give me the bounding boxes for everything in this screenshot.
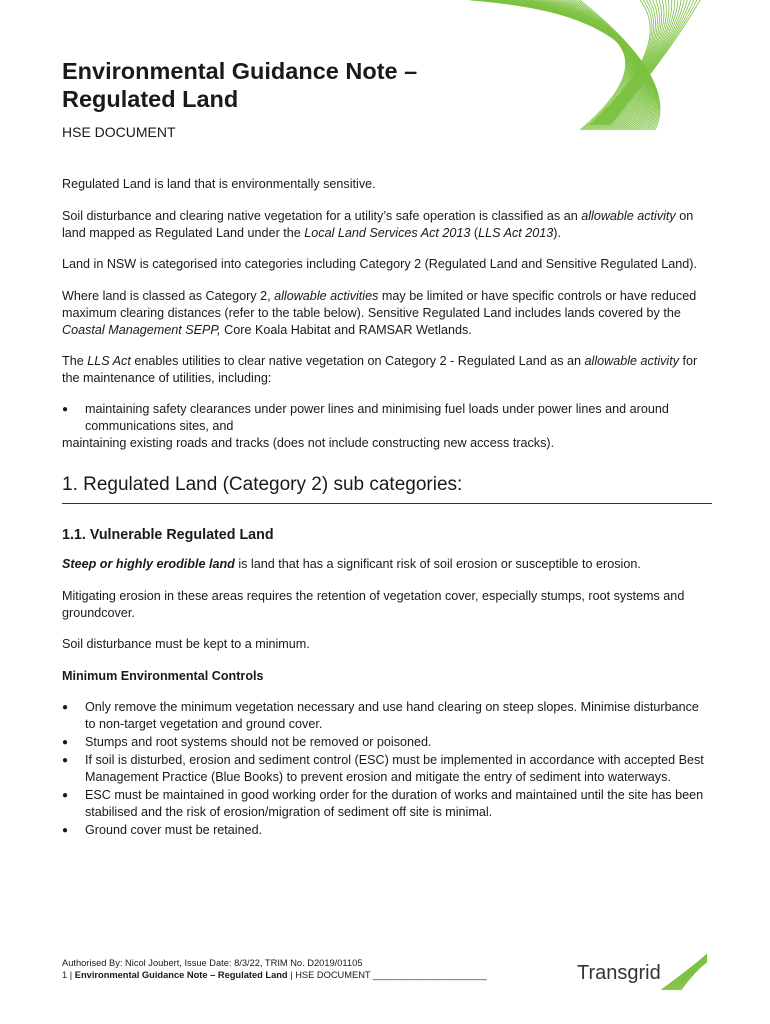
page-number: 1 |: [62, 970, 75, 980]
document-title: [62, 57, 417, 113]
text-run: (: [470, 225, 479, 240]
page-footer: [62, 957, 487, 981]
bullet-dot-icon: ●: [62, 755, 69, 766]
intro-paragraph-4: [62, 288, 712, 339]
intro-paragraph-2: [62, 208, 712, 242]
text-run: enables utilities to clear native vegetation on Category 2 - Regulated Land as an: [130, 354, 585, 368]
text-run: on land mapped as Regulated Land under the: [62, 208, 694, 240]
text-run: The: [62, 354, 88, 368]
subsection-heading: 1.1. Vulnerable Regulated Land: [62, 527, 274, 543]
bullet-dot-icon: ●: [62, 737, 69, 748]
document-body: [62, 176, 712, 840]
text-run: Soil disturbance and clearing native vegetation for a utility’s safe operation is classified as an: [62, 208, 582, 223]
intro-paragraph-1: Regulated Land is land that is environmentally sensitive.: [62, 177, 376, 191]
intro-paragraph-3: Land in NSW is categorised into categories including Category 2 (Regulated Land and Sensitive Regulated Land).: [62, 257, 697, 271]
bullet-dot-icon: ●: [62, 702, 69, 713]
list-item-text: maintaining safety clearances under power lines and minimising fuel loads under power lines and around communications sites, and: [85, 402, 669, 433]
list-item-text: ESC must be maintained in good working order for the duration of works and maintained until the site has been stabilised and the risk of erosion/migration of sediment off site is minimal.: [85, 788, 704, 819]
text-run: may be limited or have specific controls or have reduced maximum clearing distances (refer to the table below). Sensitive Regulated Land includes lands covered by the: [62, 288, 697, 320]
section-paragraph-2: Mitigating erosion in these areas requires the retention of vegetation cover, especially stumps, root systems and groundcover.: [62, 588, 685, 620]
list-item-text: If soil is disturbed, erosion and sediment control (ESC) must be implemented in accordance with accepted Best Management Practice (Blue Books) to prevent erosion and mitigate the entry of sediment into waterways.: [85, 753, 704, 784]
green-line-fan-decoration: [460, 0, 710, 135]
bullet-dot-icon: ●: [62, 825, 69, 836]
act-abbreviation: LLS Act: [87, 354, 131, 368]
italic-term: allowable activities: [274, 288, 379, 303]
act-reference: Local Land Services Act 2013: [304, 225, 471, 240]
utility-activities-list: [62, 401, 712, 435]
title-line-2: Regulated Land: [62, 86, 239, 112]
list-item: [62, 699, 712, 733]
list-item-text: Stumps and root systems should not be removed or poisoned.: [85, 735, 432, 749]
document-subtitle: HSE DOCUMENT: [62, 124, 176, 140]
list-item: [62, 401, 712, 435]
list-item: [62, 822, 712, 839]
footer-doc-type: | HSE DOCUMENT ______________________: [287, 970, 487, 980]
footer-authorisation: Authorised By: Nicol Joubert, Issue Date: 8/3/22, TRIM No. D2019/01105: [62, 958, 363, 968]
italic-term: allowable activity: [581, 208, 676, 223]
footer-doc-line: [62, 969, 487, 981]
list-item-text: Ground cover must be retained.: [85, 823, 263, 837]
section-heading: 1. Regulated Land (Category 2) sub categories:: [62, 473, 712, 504]
italic-term: allowable activity: [584, 354, 680, 368]
intro-paragraph-5: [62, 353, 712, 387]
list-item: [62, 787, 712, 821]
policy-reference: Coastal Management SEPP,: [62, 322, 221, 337]
text-run: ).: [553, 225, 561, 240]
text-run: Core Koala Habitat and RAMSAR Wetlands.: [220, 322, 472, 337]
controls-heading: Minimum Environmental Controls: [62, 668, 264, 683]
list-item: [62, 734, 712, 751]
text-run: Where land is classed as Category 2,: [62, 288, 275, 303]
activity-line: maintaining existing roads and tracks (does not include constructing new access tracks).: [62, 436, 555, 450]
text-run: for the maintenance of utilities, including:: [62, 354, 698, 385]
title-line-1: Environmental Guidance Note –: [62, 58, 418, 84]
bold-italic-term: Steep or highly erodible land: [62, 557, 235, 571]
footer-doc-title: Environmental Guidance Note – Regulated Land: [74, 970, 288, 980]
section-paragraph-3: Soil disturbance must be kept to a minimum.: [62, 637, 310, 651]
list-item-text: Only remove the minimum vegetation necessary and use hand clearing on steep slopes. Minimise disturbance to non-target vegetation and ground cover.: [85, 700, 699, 731]
text-run: is land that has a significant risk of soil erosion or susceptible to erosion.: [234, 557, 641, 571]
act-abbreviation: LLS Act 2013: [478, 225, 554, 240]
section-paragraph-1: [62, 556, 712, 573]
brand-name: Transgrid: [577, 962, 661, 984]
list-item: [62, 752, 712, 786]
bullet-dot-icon: ●: [62, 790, 69, 801]
controls-list: [62, 699, 712, 839]
bullet-dot-icon: ●: [62, 404, 69, 415]
